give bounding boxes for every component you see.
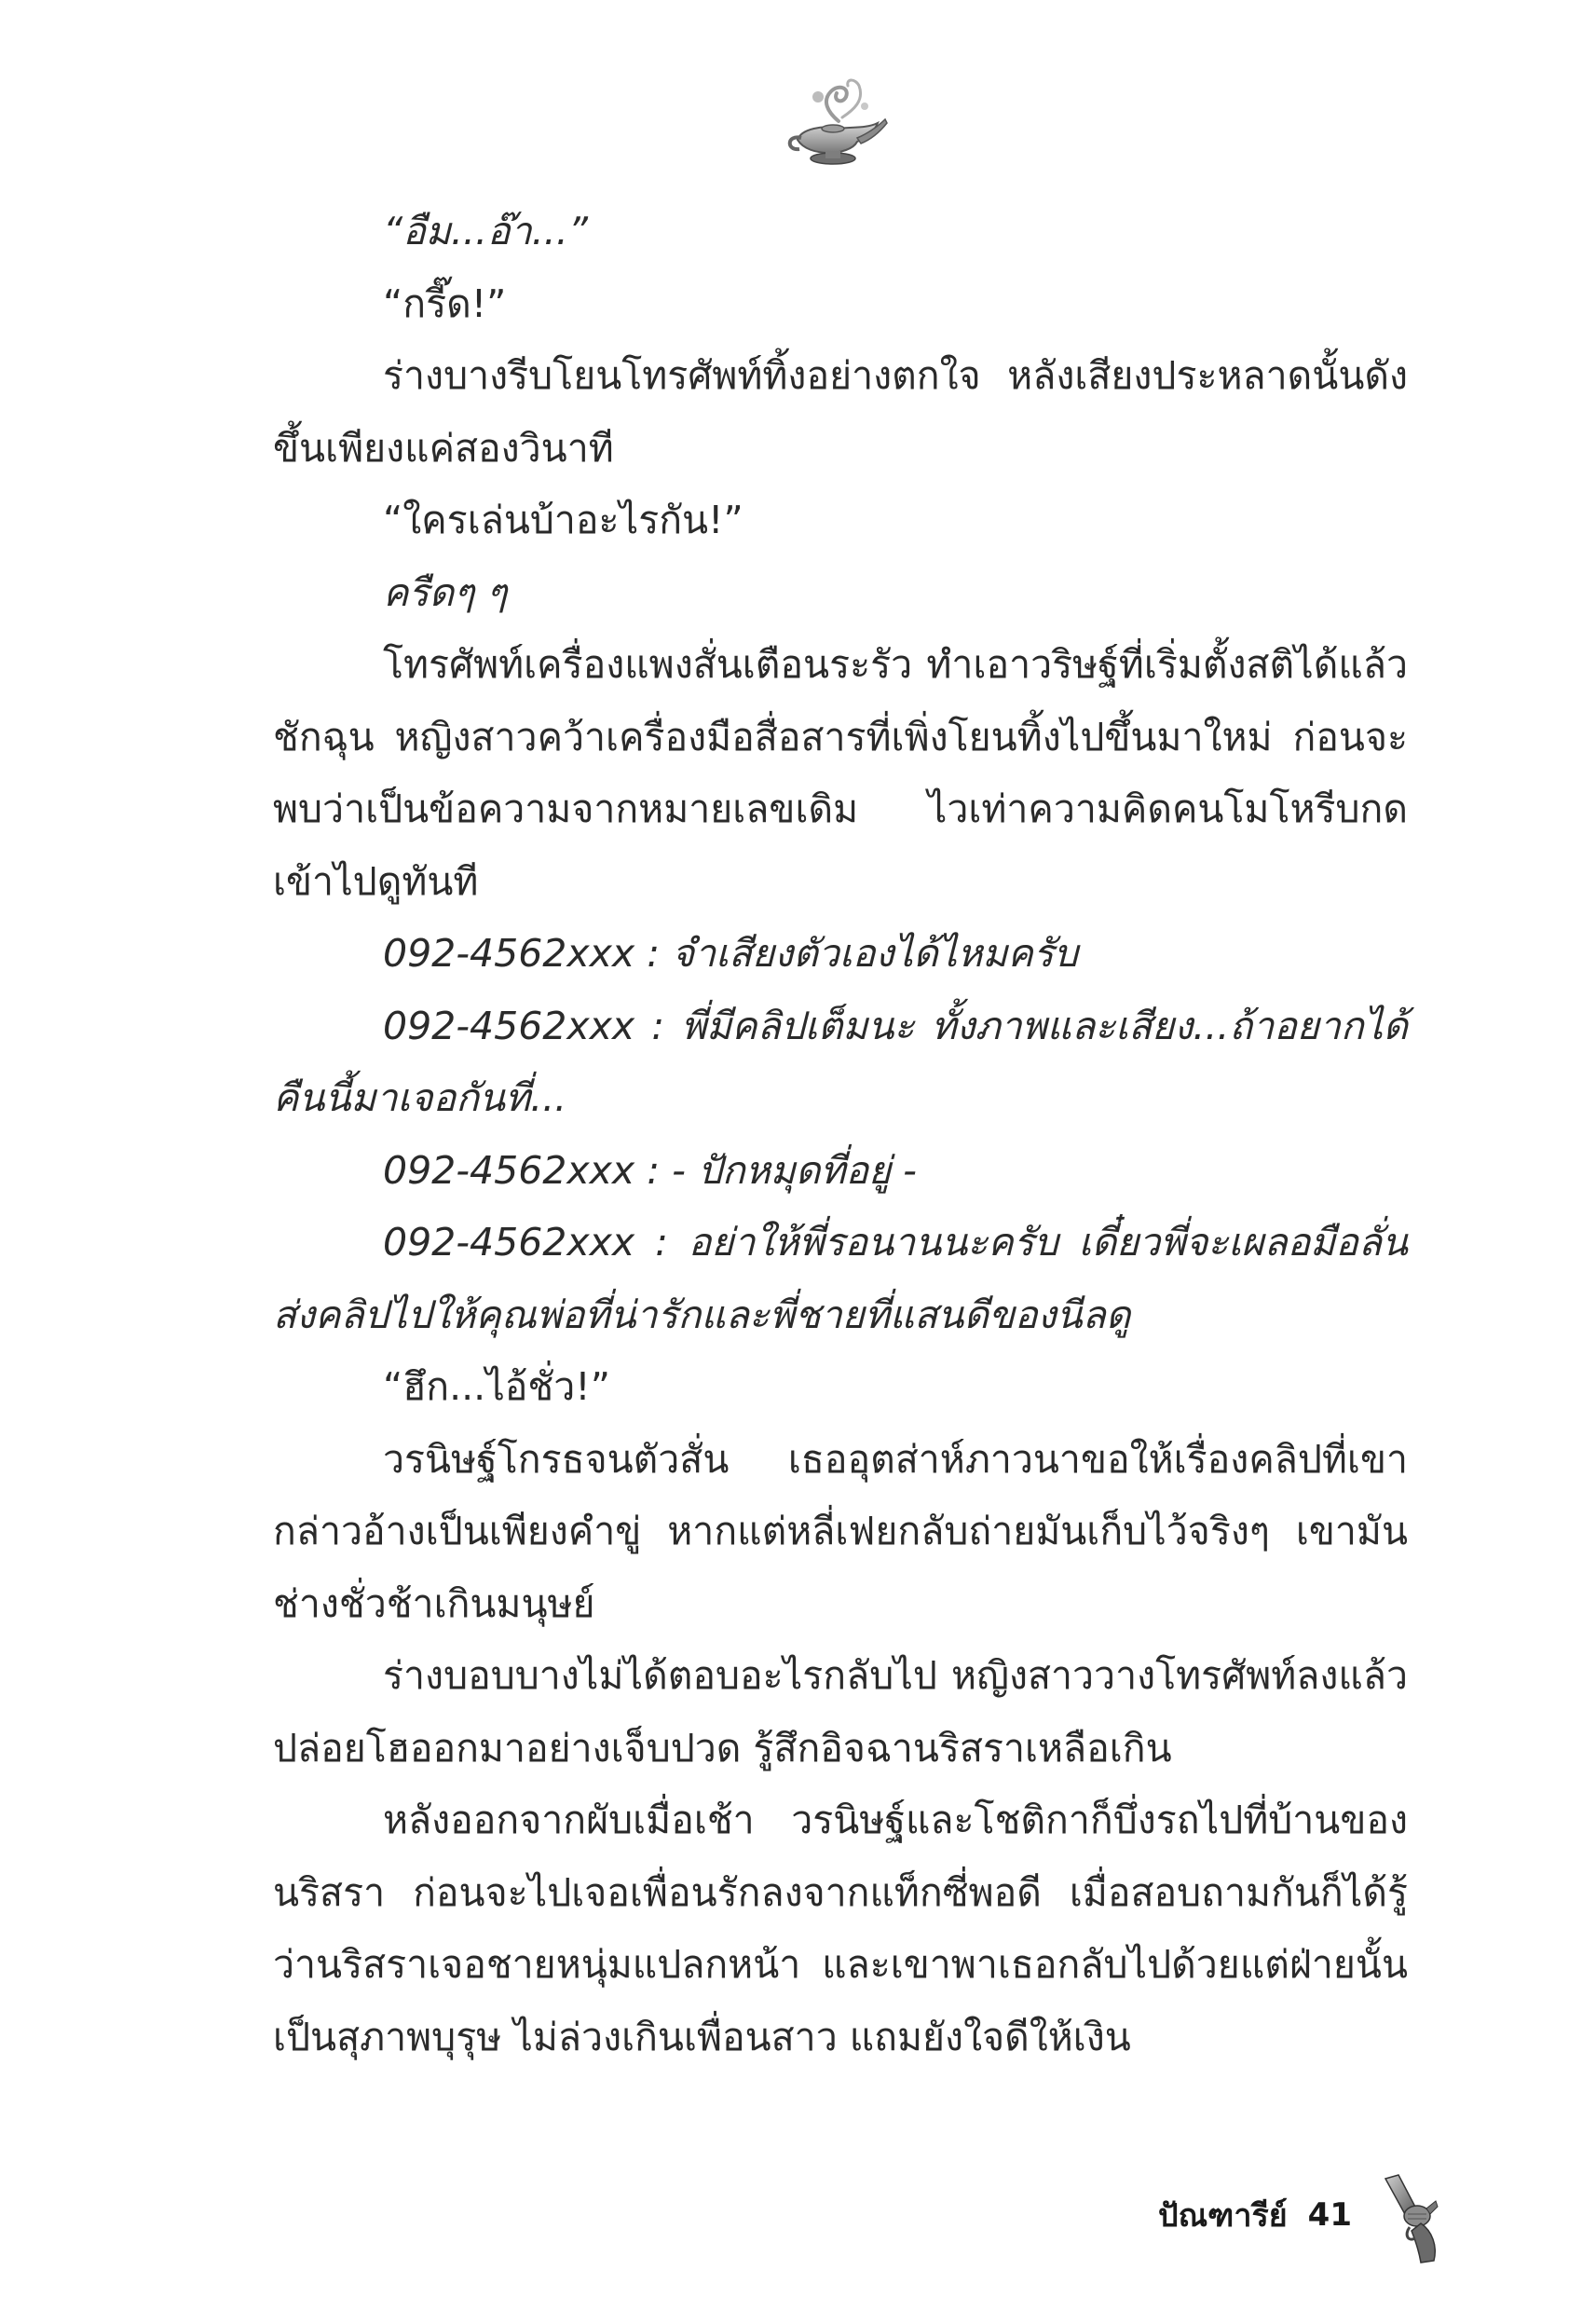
- paragraph: หลังออกจากผับเมื่อเช้า วรนิษฐ์และโชติกาก็บึ่งรถไปที่บ้านของนริสรา ก่อนจะไปเจอเพื่อนรักลงจากแท็กซี่พอดี เมื่อสอบถามกันก็ได้รู้ว่านริสราเจอชายหนุ่มแปลกหน้า และเขาพาเธอกลับไปด้วยแต่ฝ่ายนั้นเป็นสุภาพบุรุษ ไม่ล่วงเกินเพื่อนสาว แถมยังใจดีให้เงิน: [273, 1798, 1408, 2059]
- sms-message: 092-4562xxx : จำเสียงตัวเองได้ไหมครับ: [383, 931, 1078, 976]
- sms-message: 092-4562xxx : พี่มีคลิปเต็มนะ ทั้งภาพและเสียง...ถ้าอยากได้คืนนี้มาเจอกันที่...: [273, 1003, 1408, 1120]
- paragraph: ร่างบอบบางไม่ได้ตอบอะไรกลับไป หญิงสาววางโทรศัพท์ลงแล้วปล่อยโฮออกมาอย่างเจ็บปวด รู้สึกอิจฉานริสราเหลือเกิน: [273, 1653, 1408, 1771]
- paragraph: “ใครเล่นบ้าอะไรกัน!”: [383, 498, 743, 542]
- chapter-body-text: [273, 196, 1408, 2073]
- paragraph: “ฮึก...ไอ้ชั่ว!”: [383, 1364, 610, 1409]
- genie-lamp-icon: [781, 73, 893, 175]
- sms-message: 092-4562xxx : อย่าให้พี่รอนานนะครับ เดี๋ยวพี่จะเผลอมือลั่นส่งคลิปไปให้คุณพ่อที่น่ารักและพี่ชายที่แสนดีของนีลดู: [273, 1220, 1408, 1337]
- paragraph: ครืดๆ ๆ: [383, 569, 508, 615]
- page-footer: [1158, 2182, 1447, 2248]
- paragraph: “กรี๊ด!”: [383, 280, 507, 326]
- paragraph: วรนิษฐ์โกรธจนตัวสั่น เธออุตส่าห์ภาวนาขอให้เรื่องคลิปที่เขากล่าวอ้างเป็นเพียงคำขู่ หากแต่หลี่เฟยกลับถ่ายมันเก็บไว้จริงๆ เขามันช่างชั่วช้าเกินมนุษย์: [273, 1436, 1408, 1626]
- paragraph: โทรศัพท์เครื่องแพงสั่นเตือนระรัว ทำเอาวริษฐ์ที่เริ่มตั้งสติได้แล้วชักฉุน หญิงสาวคว้าเครื่องมือสื่อสารที่เพิ่งโยนทิ้งไปขึ้นมาใหม่ ก่อนจะพบว่าเป็นข้อความจากหมายเลขเดิม ไวเท่าความคิดคนโมโหรีบกดเข้าไปดูทันที: [273, 642, 1408, 904]
- page-number: 41: [1307, 2196, 1352, 2234]
- paragraph: “อืม...อ๊า...”: [383, 209, 588, 253]
- sms-message: 092-4562xxx : - ปักหมุดที่อยู่ -: [383, 1147, 917, 1193]
- paragraph: ร่างบางรีบโยนโทรศัพท์ทิ้งอย่างตกใจ หลังเสียงประหลาดนั้นดังขึ้นเพียงแค่สองวินาที: [273, 353, 1408, 471]
- revolver-icon: [1380, 2173, 1447, 2266]
- author-name: ปัณฑารีย์: [1158, 2197, 1288, 2235]
